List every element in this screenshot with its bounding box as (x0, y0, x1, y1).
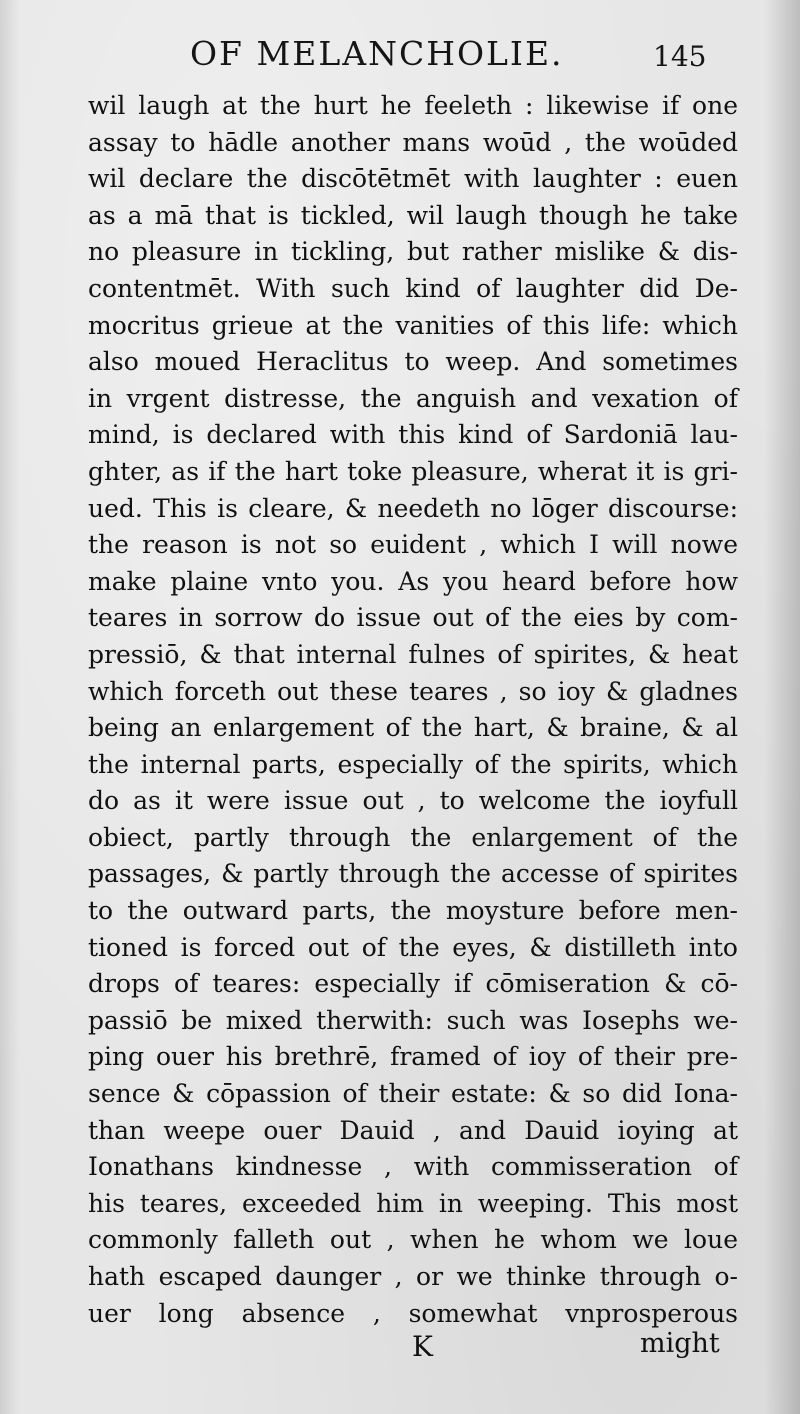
text-line: assay to hādle another mans woūd , the woūded (88, 127, 738, 157)
text-line: also moued Heraclitus to weep. And sometimes (88, 347, 738, 377)
text-line: wil laugh at the hurt he feeleth : likewise if one (88, 91, 738, 120)
text-line: ued. This is cleare, & needeth no lōger discourse: (88, 493, 738, 523)
text-line: no pleasure in tickling, but rather mislike & dis- (88, 237, 738, 267)
text-line: passiō be mixed therwith: such was Iosephs we- (88, 1005, 738, 1035)
page-number: 145 (653, 40, 707, 73)
text-line: hath escaped daunger , or we thinke through o- (88, 1262, 738, 1291)
text-line: sence & cōpassion of their estate: & so did Iona- (88, 1079, 738, 1109)
catchword: might (640, 1328, 720, 1359)
text-line: tioned is forced out of the eyes, & distilleth into (88, 932, 738, 962)
text-line: uer long absence , somewhat vnprosperous (88, 1298, 738, 1328)
text-line: as a mā that is tickled, wil laugh though he take (88, 200, 738, 230)
running-title: OF MELANCHOLIE. (190, 34, 564, 73)
text-line: Ionathans kindnesse , with commisseration of (88, 1152, 738, 1182)
text-line: obiect, partly through the enlargement of the (88, 822, 738, 852)
text-line: which forceth out these teares , so ioy & gladnes (88, 676, 738, 706)
text-line: the internal parts, especially of the spirits, which (88, 749, 738, 779)
text-line: pressiō, & that internal fulnes of spirites, & heat (88, 639, 738, 669)
body-text (88, 88, 738, 1332)
text-line: ghter, as if the hart toke pleasure, wherat it is gri- (88, 456, 738, 486)
text-line: to the outward parts, the moysture before men- (88, 896, 738, 926)
text-line: his teares, exceeded him in weeping. This most (88, 1188, 738, 1218)
text-line: commonly falleth out , when he whom we loue (88, 1225, 738, 1255)
text-line: drops of teares: especially if cōmiseration & cō- (88, 969, 738, 999)
text-line: wil declare the discōtētmēt with laughter : euen (88, 164, 738, 194)
text-line: the reason is not so euident , which I will nowe (88, 530, 738, 560)
text-line: contentmēt. With such kind of laughter did De- (88, 273, 738, 303)
text-line: teares in sorrow do issue out of the eies by com- (88, 603, 738, 633)
text-line: make plaine vnto you. As you heard before how (88, 566, 738, 596)
page-shadow-left (0, 0, 20, 1414)
text-line: mind, is declared with this kind of Sardoniā lau- (88, 420, 738, 450)
text-line: do as it were issue out , to welcome the ioyfull (88, 786, 738, 816)
text-line: ping ouer his brethrē, framed of ioy of their pre- (88, 1042, 738, 1072)
text-line: than weepe ouer Dauid , and Dauid ioying at (88, 1115, 738, 1145)
text-line: in vrgent distresse, the anguish and vexation of (88, 383, 738, 413)
page-shadow-right (764, 0, 800, 1414)
text-line: mocritus grieue at the vanities of this life: which (88, 310, 738, 340)
signature-mark: K (412, 1330, 433, 1363)
text-line: being an enlargement of the hart, & braine, & al (88, 713, 738, 743)
text-line: passages, & partly through the accesse of spirites (88, 859, 738, 889)
